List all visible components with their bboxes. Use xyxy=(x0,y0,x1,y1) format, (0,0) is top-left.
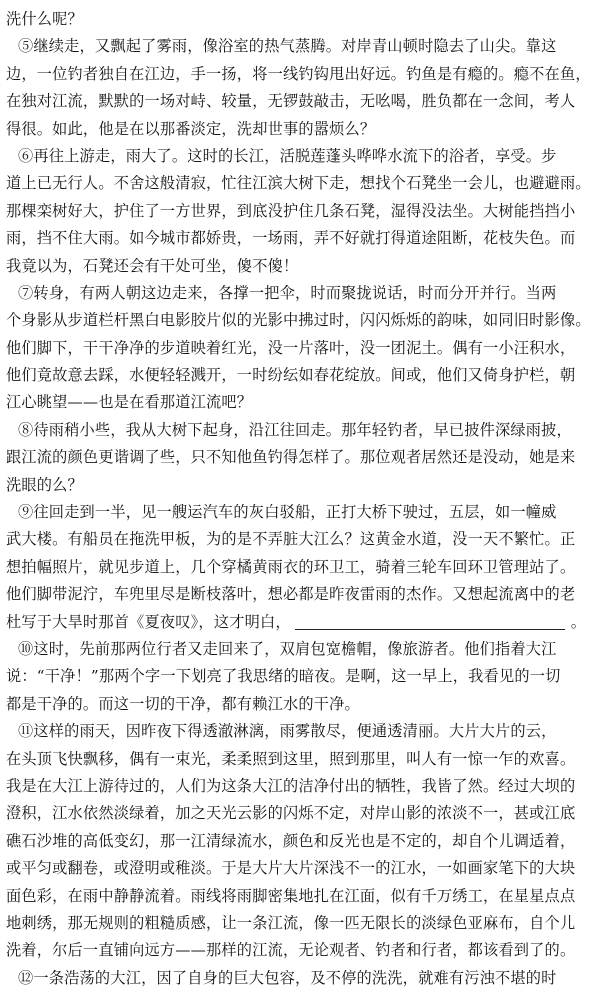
line-text: ⑪这样的雨天，因昨夜下得透澈淋漓，雨雾散尽，便通透清丽。大片大片的云， xyxy=(18,722,557,741)
line-text: 在独对江流，默默的一场对峙、较量，无锣鼓敲击，无吆喝，胜负都在一念间，考人 xyxy=(6,92,576,111)
line-text: 得很。如此，他是在以那番淡定，洗却世事的嚣烦么？ xyxy=(6,119,376,138)
line-text: 跟江流的颜色更谐调了些，只不知他鱼钓得怎样了。那位观者居然还是没动，她是来 xyxy=(6,448,576,467)
line-text: 武大楼。有船员在拖洗甲板，为的是不弄脏大江么？这黄金水道，没一天不繁忙。正 xyxy=(6,530,576,549)
text-line xyxy=(6,746,582,773)
text-line xyxy=(6,773,582,800)
text-line xyxy=(6,609,587,636)
text-line xyxy=(6,61,591,88)
line-text: ⑫一条浩荡的大江，因了自身的巨大包容，及不停的洗洗，就难有污浊不堪的时 xyxy=(18,968,557,987)
text-line xyxy=(6,335,582,362)
text-line xyxy=(6,526,582,553)
text-line xyxy=(6,910,582,937)
text-line xyxy=(6,800,582,827)
text-line xyxy=(6,6,582,33)
text-line xyxy=(6,417,582,444)
line-text: 洗什么呢？ xyxy=(6,10,83,28)
text-line xyxy=(6,554,582,581)
line-text: ⑩这时，先前那两位行者又走回来了，双肩包宽檐帽，像旅游者。他们指着大江 xyxy=(18,639,557,658)
line-tail: 。 xyxy=(570,612,587,631)
line-text: 边，一位钓者独自在江边，手一扬，将一线钓钩甩出好远。钓鱼是有瘾的。瘾不在鱼， xyxy=(6,64,591,83)
article-page xyxy=(6,6,591,992)
text-line xyxy=(6,472,582,499)
line-text: 面色彩，在雨中静静流着。雨线将雨脚密集地扎在江面，似有千万绣工，在星星点点 xyxy=(6,886,576,905)
text-line xyxy=(6,198,582,225)
line-text: ⑨往回走到一半，见一艘运汽车的灰白驳船，正打大桥下驶过，五层，如一幢威 xyxy=(18,503,557,522)
line-text: ⑧待雨稍小些，我从大树下起身，沿江往回走。那年轻钓者，早已披件深绿雨披， xyxy=(18,420,572,439)
line-text: 说：“干净！”那两个字一下划亮了我思绪的暗夜。是啊，这一早上，我看见的一切 xyxy=(6,667,561,686)
fill-in-blank xyxy=(295,615,565,630)
line-text: 个身影从步道栏杆黑白电影胶片似的光影中拂过时，闪闪烁烁的韵味，如同旧时影像。 xyxy=(6,311,591,330)
text-line xyxy=(6,389,582,416)
text-line xyxy=(6,691,582,718)
line-text: 杜写于大旱时那首《夏夜叹》，这才明白， xyxy=(6,612,291,631)
line-text: 他们竟故意去踩，水便轻轻溅开，一时纷纭如春花绽放。间或，他们又倚身护栏，朝 xyxy=(6,366,576,385)
line-text: 道上已无行人。不舍这般清寂，忙往江滨大树下走，想找个石凳坐一会儿，也避避雨。 xyxy=(6,174,591,193)
text-line xyxy=(6,33,582,60)
text-line xyxy=(6,636,582,663)
line-text: 洗着，尔后一直铺向远方——那样的江流，无论观者、钓者和行者，都该看到了的。 xyxy=(6,941,576,960)
text-line xyxy=(6,143,582,170)
text-line xyxy=(6,307,591,334)
text-line xyxy=(6,253,582,280)
line-text: 雨，挡不住大雨。如今城市都娇贵，一场雨，弄不好就打得道途阻断，花枝失色。而 xyxy=(6,229,576,248)
text-line xyxy=(6,88,582,115)
text-line xyxy=(6,937,582,964)
text-line xyxy=(6,828,582,855)
line-text: 他们脚下，干干净净的步道映着红光，没一片落叶，没一团泥土。偶有一小汪积水， xyxy=(6,338,576,357)
text-line xyxy=(6,855,582,882)
line-text: 想拍幅照片，就见步道上，几个穿橘黄雨衣的环卫工，骑着三轮车回环卫管理站了。 xyxy=(6,557,576,576)
text-line xyxy=(6,581,582,608)
text-line xyxy=(6,883,582,910)
line-text: 都是干净的。而这一切的干净，都有赖江水的干净。 xyxy=(6,694,360,713)
line-text: ⑦转身，有两人朝这边走来，各撑一把伞，时而聚拢说话，时而分开并行。当两 xyxy=(18,283,557,302)
text-line xyxy=(6,718,582,745)
line-text: 那棵栾树好大，护住了一方世界，到底没护住几条石凳，湿得没法坐。大树能挡挡小 xyxy=(6,201,576,220)
text-line xyxy=(6,170,591,197)
text-line xyxy=(6,362,582,389)
line-text: 在头顶飞快飘移，偶有一束光，柔柔照到这里，照到那里，叫人有一惊一乍的欢喜。 xyxy=(6,749,576,768)
text-line xyxy=(6,225,582,252)
text-line xyxy=(6,116,582,143)
text-line xyxy=(6,965,582,992)
text-line xyxy=(6,663,582,690)
line-text: ⑤继续走，又飘起了雾雨，像浴室的热气蒸腾。对岸青山顿时隐去了山尖。靠这 xyxy=(18,37,557,56)
line-text: 我是在大江上游待过的，人们为这条大江的洁净付出的牺牲，我皆了然。经过大坝的 xyxy=(6,776,576,795)
line-text: 或平匀或翻卷，或澄明或稚淡。于是大片大片深浅不一的江水，一如画家笔下的大块 xyxy=(6,859,576,878)
line-text: 他们脚带泥泞，车兜里尽是断枝落叶，想必都是昨夜雷雨的杰作。又想起流离中的老 xyxy=(6,585,576,604)
text-line xyxy=(6,499,582,526)
text-line xyxy=(6,280,582,307)
text-line xyxy=(6,444,582,471)
line-text: ⑥再往上游走，雨大了。这时的长江，活脱莲蓬头哗哗水流下的浴者，享受。步 xyxy=(18,146,557,165)
line-text: 澄积，江水依然淡绿着，加之天光云影的闪烁不定，对岸山影的浓淡不一，甚或江底 xyxy=(6,804,576,823)
line-text: 我竟以为，石凳还会有干处可坐，傻不傻！ xyxy=(6,256,299,275)
line-text: 洗眼的么？ xyxy=(6,475,83,494)
line-text: 礁石沙堆的高低变幻，那一江清绿流水，颜色和反光也是不定的，却自个儿调适着， xyxy=(6,831,576,850)
line-text: 地刺绣，那无规则的粗糙质感，让一条江流，像一匹无限长的淡绿色亚麻布，自个儿 xyxy=(6,913,576,932)
line-text: 江心眺望——也是在看那道江流吧？ xyxy=(6,393,253,412)
